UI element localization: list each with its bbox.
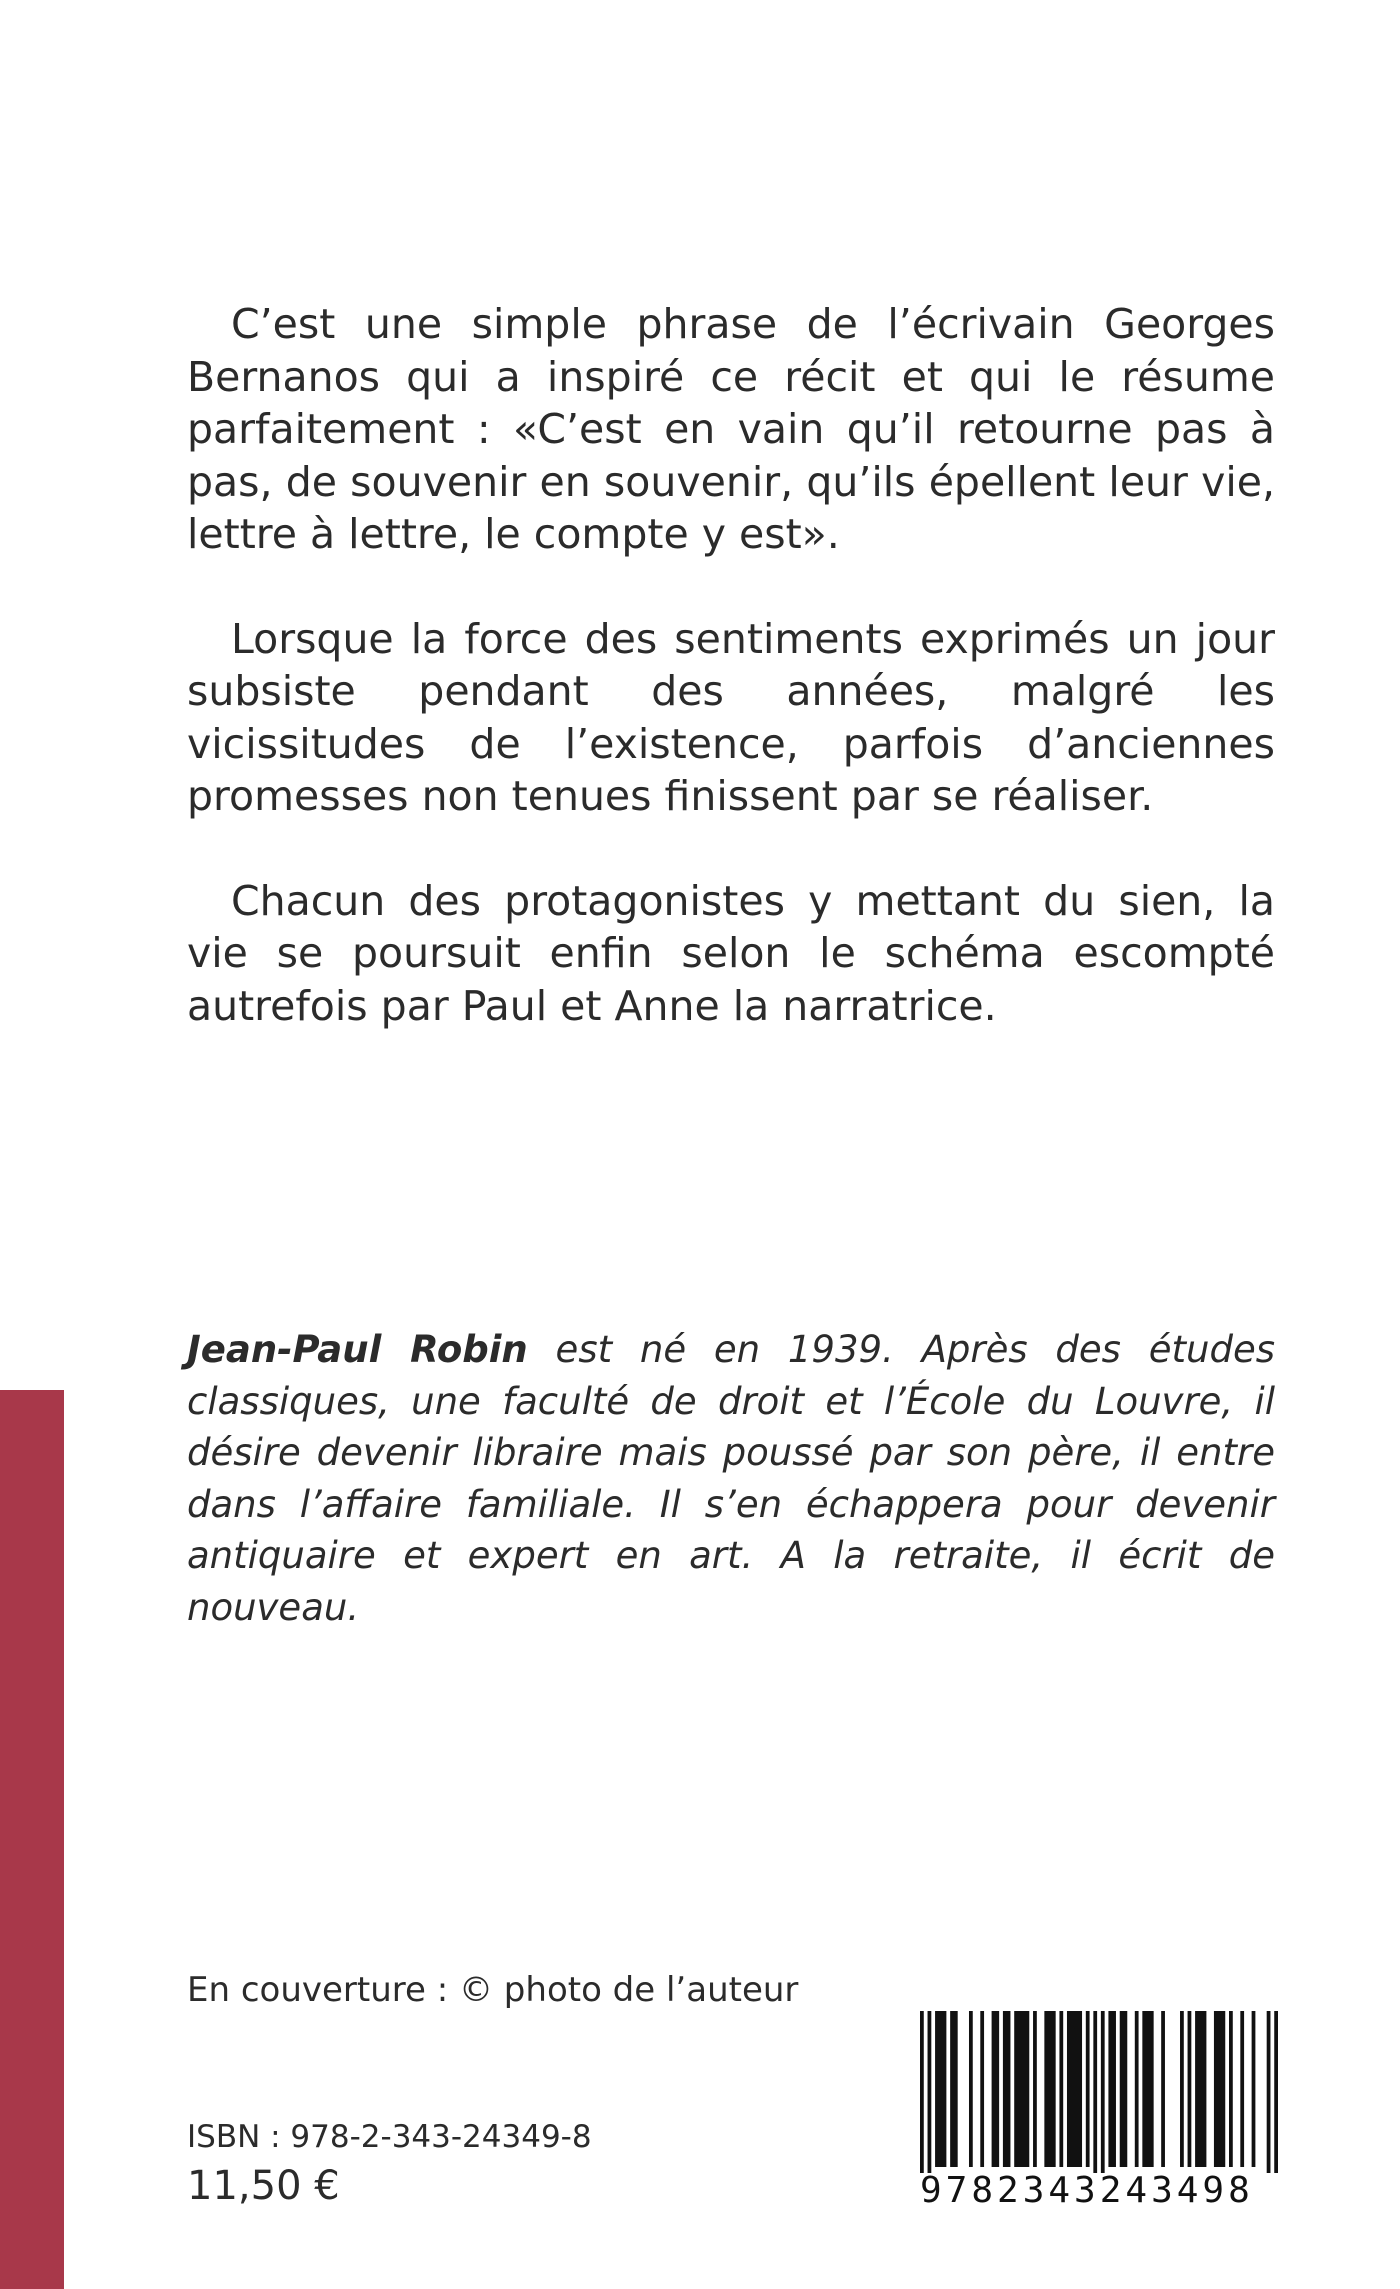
barcode-bar [1003, 2011, 1011, 2167]
barcode-bar [1135, 2011, 1139, 2167]
barcode-bar [969, 2011, 973, 2167]
author-bio-text: est né en 1939. Après des études classiques, une faculté de droit et l’École du Louvre, il désire devenir libraire mais poussé par son père, il entre dans l’affaire familiale. Il s’en échappera pour devenir antiquaire et expert en art. A la retraite, il écrit de nouveau. [187, 1328, 1275, 1629]
barcode-bar [1240, 2011, 1244, 2167]
barcode-bar [1086, 2011, 1090, 2167]
blurb-paragraph-1: C’est une simple phrase de l’écrivain Georges Bernanos qui a inspiré ce récit et qui le résume parfaitement : «C’est en vain qu’il retourne pas à pas, de souvenir en souvenir, qu’ils épellent leur vie, lettre à lettre, le compte y est». [187, 300, 1275, 558]
barcode-bar [1214, 2011, 1225, 2167]
barcode-bar [1252, 2011, 1256, 2167]
barcode-bar [935, 2011, 946, 2167]
price-label: 11,50 € [187, 2163, 340, 2209]
barcode-number: 9782343243498 [920, 2170, 1254, 2211]
barcode-bar [980, 2011, 984, 2167]
barcode-bar [1014, 2011, 1029, 2167]
barcode-bar [1108, 2011, 1116, 2167]
author-bio [187, 1324, 1275, 1633]
blurb-paragraph-3: Chacun des protagonistes y mettant du sien, la vie se poursuit enfin selon le schéma escompté autrefois par Paul et Anne la narratrice. [187, 876, 1275, 1030]
barcode-bar [1067, 2011, 1082, 2167]
barcode-bar [950, 2011, 958, 2167]
author-name: Jean-Paul Robin [187, 1328, 528, 1371]
barcode-bar [1120, 2011, 1128, 2167]
barcode-bar [1093, 2011, 1097, 2173]
barcode-bar [1267, 2011, 1271, 2173]
barcode-bar [1033, 2011, 1037, 2167]
barcode [920, 2011, 1278, 2173]
barcode-bar [1044, 2011, 1055, 2167]
barcode-bar [1188, 2011, 1192, 2167]
isbn-label: ISBN : 978-2-343-24349-8 [187, 2119, 592, 2155]
cover-credit: En couverture : © photo de l’auteur [187, 1970, 799, 2010]
barcode-bar [928, 2011, 932, 2173]
barcode-bar [1142, 2011, 1153, 2167]
back-cover-blurb [187, 298, 1275, 1032]
spine-color-band [0, 1390, 64, 2289]
barcode-bar [1101, 2011, 1105, 2173]
barcode-bar [1059, 2011, 1063, 2167]
blurb-paragraph-2: Lorsque la force des sentiments exprimés un jour subsiste pendant des années, malgré les vicissitudes de l’existence, parfois d’anciennes promesses non tenues finissent par se réaliser. [187, 614, 1275, 820]
barcode-bar [1195, 2011, 1206, 2167]
barcode-bar [992, 2011, 1000, 2167]
barcode-bar [1180, 2011, 1184, 2167]
barcode-bar [1229, 2011, 1233, 2167]
barcode-bar [920, 2011, 924, 2173]
barcode-bar [1161, 2011, 1165, 2167]
barcode-bar [1274, 2011, 1278, 2173]
